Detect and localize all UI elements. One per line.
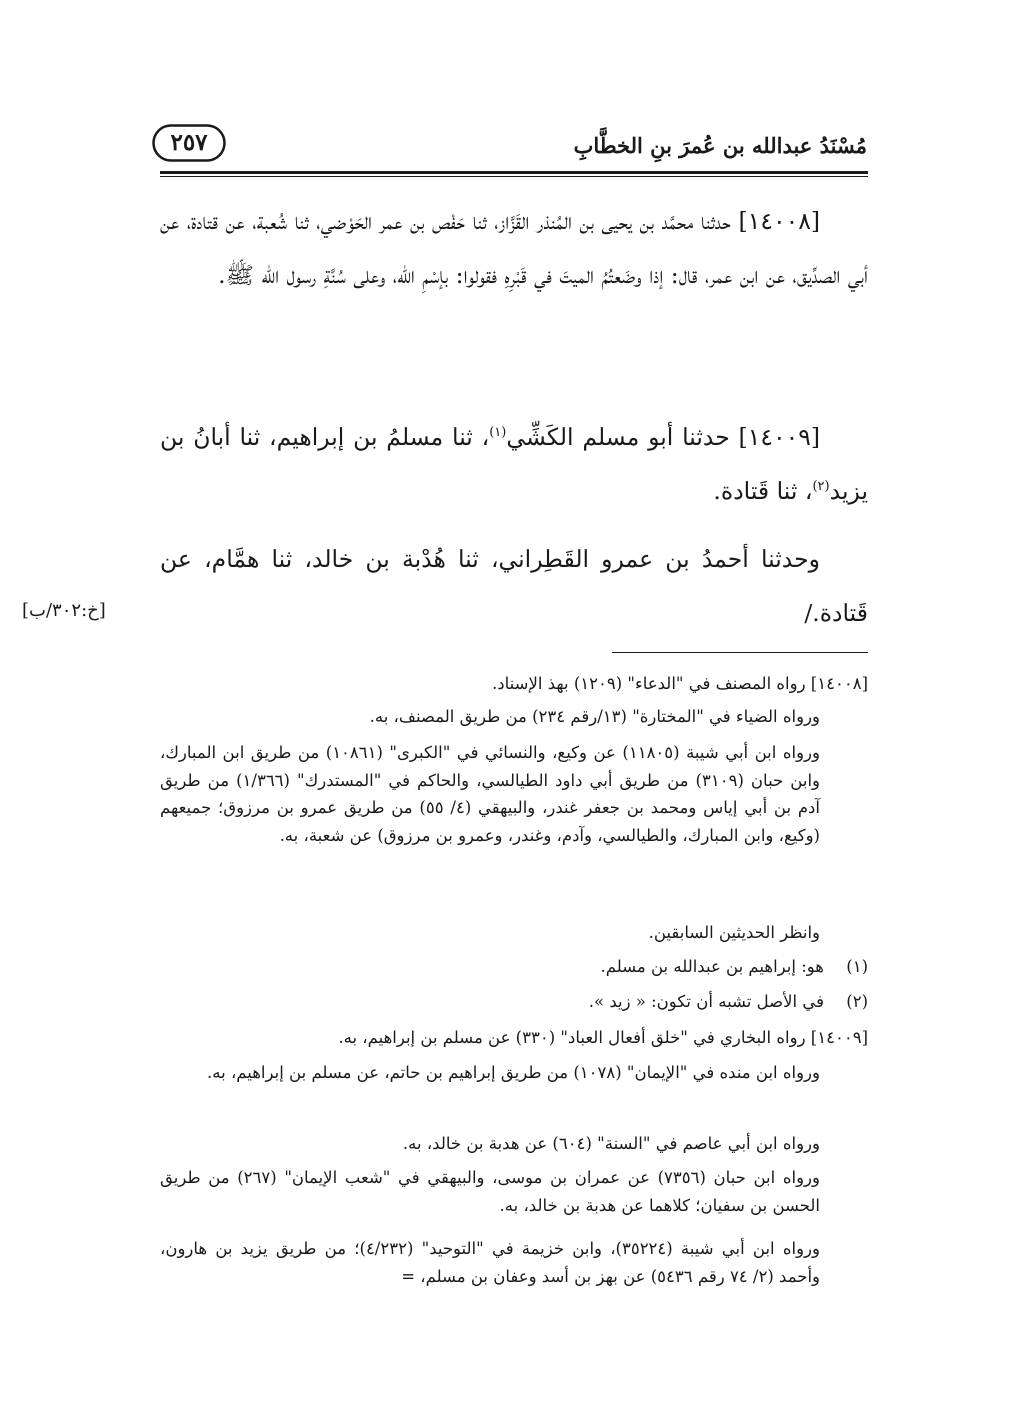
hadith-14009 — [160, 410, 868, 518]
hadith-14009-text-b: ، ثنا مسلمُ بن إبراهيم، ثنا أبانُ بن يزيد — [160, 423, 868, 505]
footnote-14009-ibn-abi-shaybah: ورواه ابن أبي شيبة (٣٥٢٢٤)، وابن خزيمة في "التوحيد" (٤/٢٣٢)؛ من طريق يزيد بن هارون، وأحمد (٢/ ٧٤ رقم ٥٤٣٦) عن بهز بن أسد وعفان بن مسلم، = — [160, 1239, 820, 1286]
header-rule-thin — [160, 176, 868, 177]
hadith-14009-text-c: ، ثنا قَتادة. — [713, 477, 813, 505]
manuscript-folio-reference: [خ:٣٠٢/ب] — [22, 600, 106, 621]
hadith-14009-second-chain: وحدثنا أحمدُ بن عمرو القَطِراني، ثنا هُدْبة بن خالد، ثنا همَّام، عن قَتادة./ — [160, 545, 868, 627]
footnote-1 — [160, 953, 868, 981]
footnote-14008-line: ورواه الضياء في "المختارة" (١٣/رقم ٢٣٤) من طريق المصنف، به. — [369, 707, 820, 726]
footnote-marker-2[interactable]: (٢) — [812, 479, 830, 495]
footnote-1-text: هو: إبراهيم بن عبدالله بن مسلم. — [600, 957, 824, 976]
hadith-14008: [١٤٠٠٨] حدثنا محمَّد بن يحيى بن المُنذر القَزَّاز، ثنا حَفْص بن عمر الحَوْضي، ثنا شُعبة، عن قتادة، عن أبي الصدِّيق، عن ابن عمر، قال: إذا وضَعتُمُ الميتَ في قَبْرِهِ فقولوا: بإسْمِ الله، وعلى سُنَّةِ رسول الله ﷺ. — [160, 207, 868, 289]
footnote-14009-ibn-abi-asim: ورواه ابن أبي عاصم في "السنة" (٦٠٤) عن هدبة بن خالد، به. — [402, 1134, 820, 1153]
footnote-14009-lead: [١٤٠٠٩] رواه البخاري في "خلق أفعال العباد" (٣٣٠) عن مسلم بن إبراهيم، به. — [338, 1028, 868, 1047]
header-rule-thick — [160, 171, 868, 174]
footnote-2 — [160, 988, 868, 1016]
footnote-1-number: (١) — [846, 957, 868, 976]
footnote-14009-ibn-mandah: ورواه ابن منده في "الإيمان" (١٠٧٨) من طريق إبراهيم بن حاتم، عن مسلم بن إبراهيم، به. — [207, 1063, 820, 1082]
running-header-title: مُسْنَدُ عبدالله بن عُمرَ بنِ الخطَّابِ — [573, 133, 867, 158]
footnote-marker-1[interactable]: (١) — [489, 425, 507, 441]
footnote-14009-ibn-hibban: ورواه ابن حبان (٧٣٥٦) عن عمران بن موسى، والبيهقي في "شعب الإيمان" (٢٦٧) من طريق الحسن بن سفيان؛ كلاهما عن هدبة بن خالد، به. — [160, 1168, 820, 1215]
hadith-14009-text-a: [١٤٠٠٩] حدثنا أبو مسلم الكَشِّي — [506, 423, 820, 451]
page-number-badge — [152, 124, 226, 162]
footnote-2-number: (٢) — [846, 992, 868, 1011]
footnote-14008-see-also: وانظر الحديثين السابقين. — [648, 923, 820, 942]
footnote-2-text: في الأصل تشبه أن تكون: « زيد ». — [588, 992, 824, 1011]
footnote-separator — [612, 652, 868, 653]
page-number: ٢٥٧ — [170, 129, 208, 156]
footnote-14008-lead: [١٤٠٠٨] رواه المصنف في "الدعاء" (١٢٠٩) بهذ الإسناد. — [492, 674, 868, 693]
footnote-14008-paragraph: ورواه ابن أبي شيبة (١١٨٠٥) عن وكيع، والنسائي في "الكبرى" (١٠٨٦١) من طريق ابن المبارك، وابن حبان (٣١٠٩) من طريق أبي داود الطيالسي، والحاكم في "المستدرك" (١/٣٦٦) من طريق آدم بن أبي إياس ومحمد بن جعفر غندر، والبيهقي (٤/ ٥٥) من طريق عمرو بن مرزوق؛ جميعهم (وكيع، وابن المبارك، والطيالسي، وآدم، وغندر، وعمرو بن مرزوق) عن شعبة، به. — [160, 743, 820, 845]
